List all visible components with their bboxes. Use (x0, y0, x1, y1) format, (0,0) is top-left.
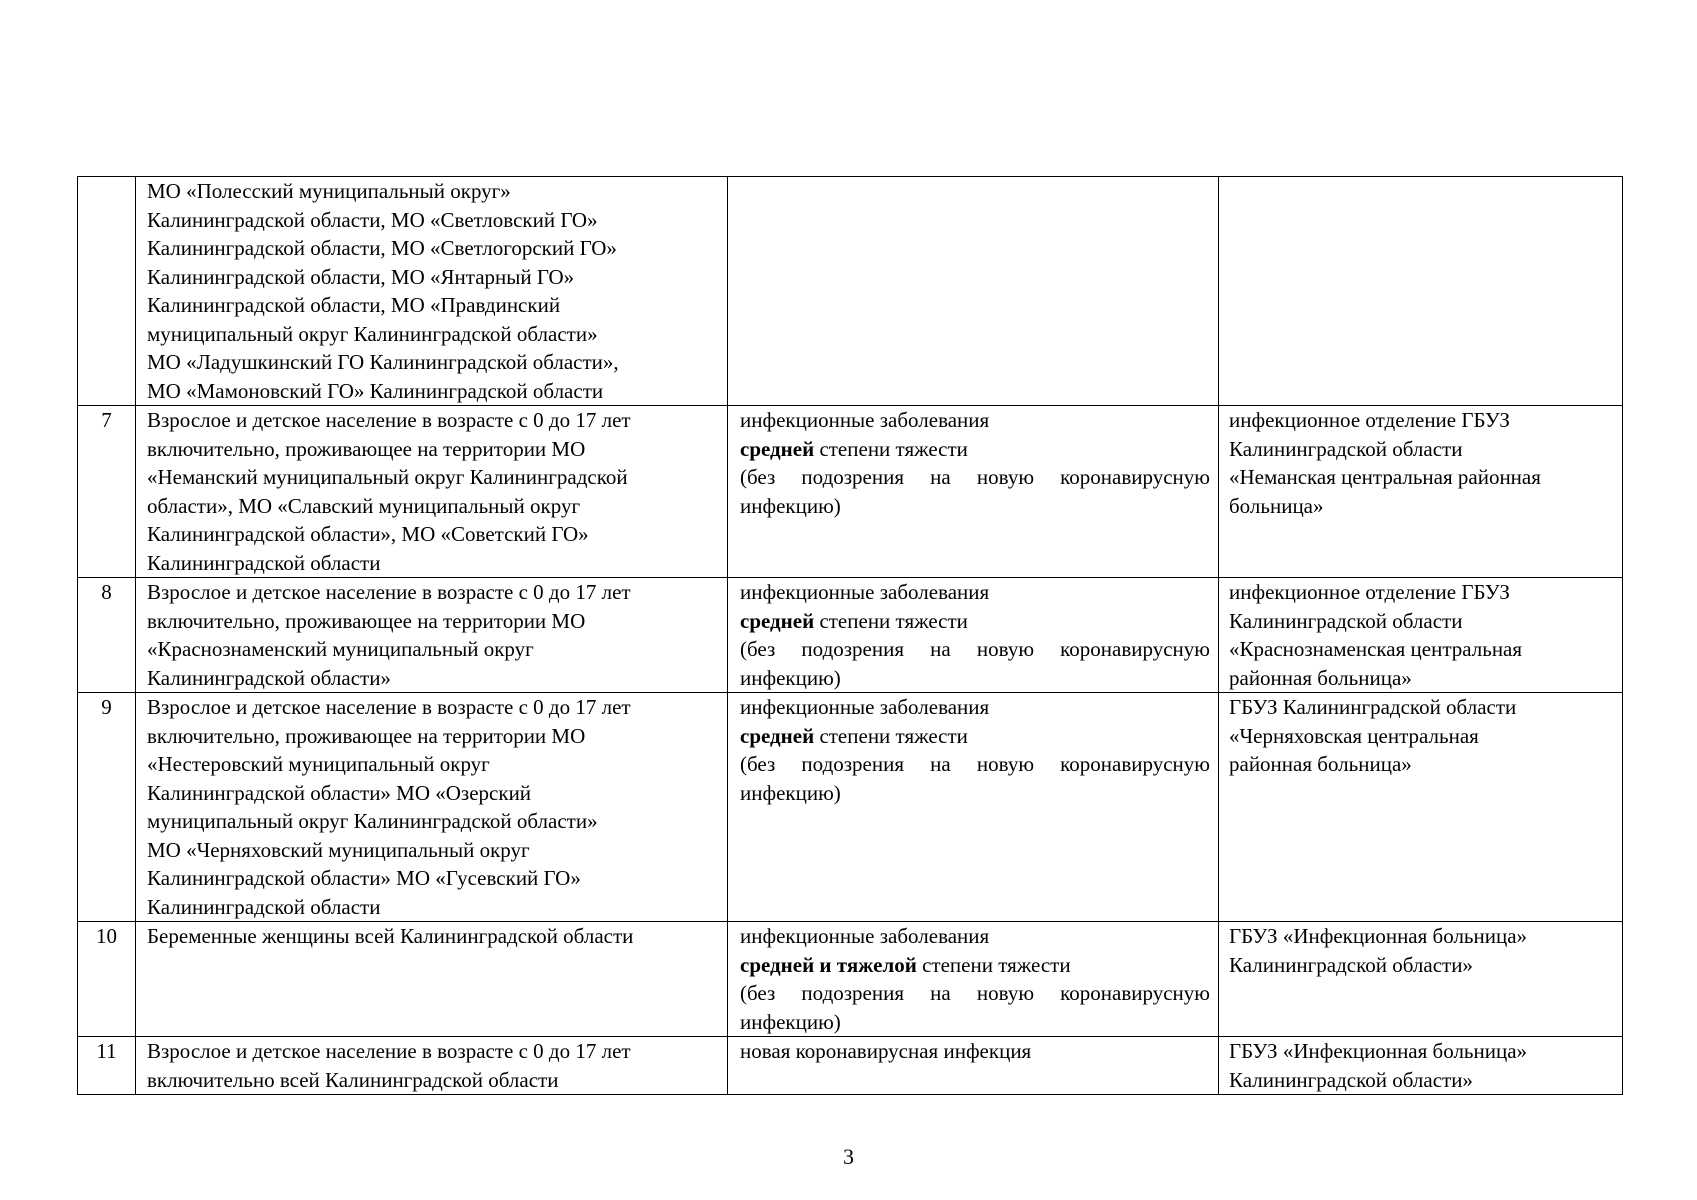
population-cell (136, 177, 728, 406)
facility-line: инфекционное отделение ГБУЗ (1229, 408, 1510, 432)
table-row (78, 578, 1623, 693)
severity-emphasis: средней (740, 608, 815, 633)
facility-line: больница» (1229, 493, 1324, 518)
condition-cell (728, 1037, 1219, 1095)
population-line: Калининградской области, МО «Правдинский (147, 293, 561, 317)
table-row (78, 922, 1623, 1037)
severity-line (740, 435, 1210, 464)
population-line: МО «Мамоновский ГО» Калининградской области (147, 378, 604, 403)
facility-cell (1219, 406, 1623, 578)
row-number (78, 177, 136, 406)
facility-line: районная больница» (1229, 752, 1412, 776)
population-line: Калининградской области» (147, 665, 391, 690)
condition-note-end: инфекцию) (740, 1009, 841, 1034)
population-line: Калининградской области (147, 894, 381, 919)
severity-emphasis: средней и тяжелой (740, 952, 917, 977)
facility-cell (1219, 578, 1623, 693)
condition-note-end: инфекцию) (740, 665, 841, 690)
facility-line: Калининградской области» (1229, 1067, 1473, 1092)
population-line: Калининградской области, МО «Янтарный ГО» (147, 264, 575, 289)
population-line: Взрослое и детское население в возрасте с 0 до 17 лет (147, 580, 631, 604)
population-line: области», МО «Славский муниципальный округ (147, 493, 581, 518)
table-row (78, 693, 1623, 922)
population-line: муниципальный округ Калининградской области» (147, 321, 598, 346)
facility-line: районная больница» (1229, 665, 1412, 690)
facility-line: ГБУЗ «Инфекционная больница» (1229, 924, 1528, 948)
population-line: «Нестеровский муниципальный округ (147, 752, 490, 776)
row-number: 9 (78, 693, 136, 922)
facility-cell (1219, 922, 1623, 1037)
condition-line: инфекционные заболевания (740, 580, 990, 604)
population-line: МО «Ладушкинский ГО Калининградской области», (147, 350, 619, 374)
facility-line: Калининградской области» (1229, 952, 1473, 977)
facility-line: «Черняховская центральная (1229, 723, 1479, 748)
population-line: Калининградской области, МО «Светловский ГО» (147, 207, 598, 232)
population-line: Калининградской области, МО «Светлогорский ГО» (147, 236, 617, 260)
population-line: включительно, проживающее на территории МО (147, 723, 586, 748)
population-cell (136, 922, 728, 1037)
severity-rest: степени тяжести (814, 723, 968, 748)
facility-line: ГБУЗ Калининградской области (1229, 695, 1517, 719)
severity-line (740, 722, 1210, 751)
condition-line: инфекционные заболевания (740, 408, 990, 432)
table-row (78, 406, 1623, 578)
population-line: муниципальный округ Калининградской области» (147, 809, 598, 833)
severity-emphasis: средней (740, 436, 815, 461)
condition-line: новая коронавирусная инфекция (740, 1039, 1032, 1063)
facility-line: инфекционное отделение ГБУЗ (1229, 580, 1510, 604)
facility-line: Калининградской области (1229, 608, 1463, 633)
population-line: Калининградской области» МО «Озерский (147, 780, 532, 805)
condition-note-end: инфекцию) (740, 780, 841, 805)
population-line: включительно всей Калининградской области (147, 1067, 559, 1092)
facility-cell (1219, 693, 1623, 922)
population-line: Калининградской области (147, 550, 381, 575)
facility-cell (1219, 1037, 1623, 1095)
row-number: 11 (78, 1037, 136, 1095)
population-line: Калининградской области» МО «Гусевский ГО» (147, 866, 581, 890)
population-line: Взрослое и детское население в возрасте с 0 до 17 лет (147, 695, 631, 719)
table-row (78, 1037, 1623, 1095)
severity-rest: степени тяжести (916, 952, 1071, 977)
condition-cell (728, 578, 1219, 693)
condition-note-end: инфекцию) (740, 493, 841, 518)
population-line: Калининградской области», МО «Советский ГО» (147, 522, 589, 546)
condition-note-line: (без подозрения на новую коронавирусную (740, 465, 1210, 489)
severity-line (740, 951, 1210, 980)
condition-cell (728, 406, 1219, 578)
row-number: 10 (78, 922, 136, 1037)
severity-rest: степени тяжести (814, 436, 968, 461)
facility-line: ГБУЗ «Инфекционная больница» (1229, 1039, 1528, 1063)
facility-assignment-table (77, 176, 1623, 1095)
row-number: 8 (78, 578, 136, 693)
population-line: МО «Полесский муниципальный округ» (147, 179, 511, 203)
population-line: Беременные женщины всей Калининградской области (147, 924, 634, 948)
facility-line: Калининградской области (1229, 436, 1463, 461)
condition-cell (728, 693, 1219, 922)
facility-cell (1219, 177, 1623, 406)
population-cell (136, 406, 728, 578)
condition-note-line: (без подозрения на новую коронавирусную (740, 981, 1210, 1005)
condition-note-line: (без подозрения на новую коронавирусную (740, 637, 1210, 661)
population-cell (136, 578, 728, 693)
facility-line: «Краснознаменская центральная (1229, 637, 1523, 661)
population-line: Взрослое и детское население в возрасте с 0 до 17 лет (147, 408, 631, 432)
condition-note-line: (без подозрения на новую коронавирусную (740, 752, 1210, 776)
condition-cell (728, 177, 1219, 406)
facility-line: «Неманская центральная районная (1229, 465, 1541, 489)
population-cell (136, 1037, 728, 1095)
table-row (78, 177, 1623, 406)
severity-line (740, 607, 1210, 636)
population-line: включительно, проживающее на территории МО (147, 436, 586, 461)
condition-line: инфекционные заболевания (740, 695, 990, 719)
population-line: Взрослое и детское население в возрасте с 0 до 17 лет (147, 1039, 631, 1063)
row-number: 7 (78, 406, 136, 578)
population-line: «Краснознаменский муниципальный округ (147, 637, 534, 661)
severity-rest: степени тяжести (814, 608, 968, 633)
population-line: МО «Черняховский муниципальный округ (147, 837, 530, 862)
population-cell (136, 693, 728, 922)
population-line: включительно, проживающее на территории МО (147, 608, 586, 633)
table-body (78, 177, 1623, 1095)
condition-cell (728, 922, 1219, 1037)
condition-line: инфекционные заболевания (740, 924, 990, 948)
population-line: «Неманский муниципальный округ Калининградской (147, 465, 628, 489)
page-number: 3 (843, 1144, 854, 1169)
severity-emphasis: средней (740, 723, 815, 748)
